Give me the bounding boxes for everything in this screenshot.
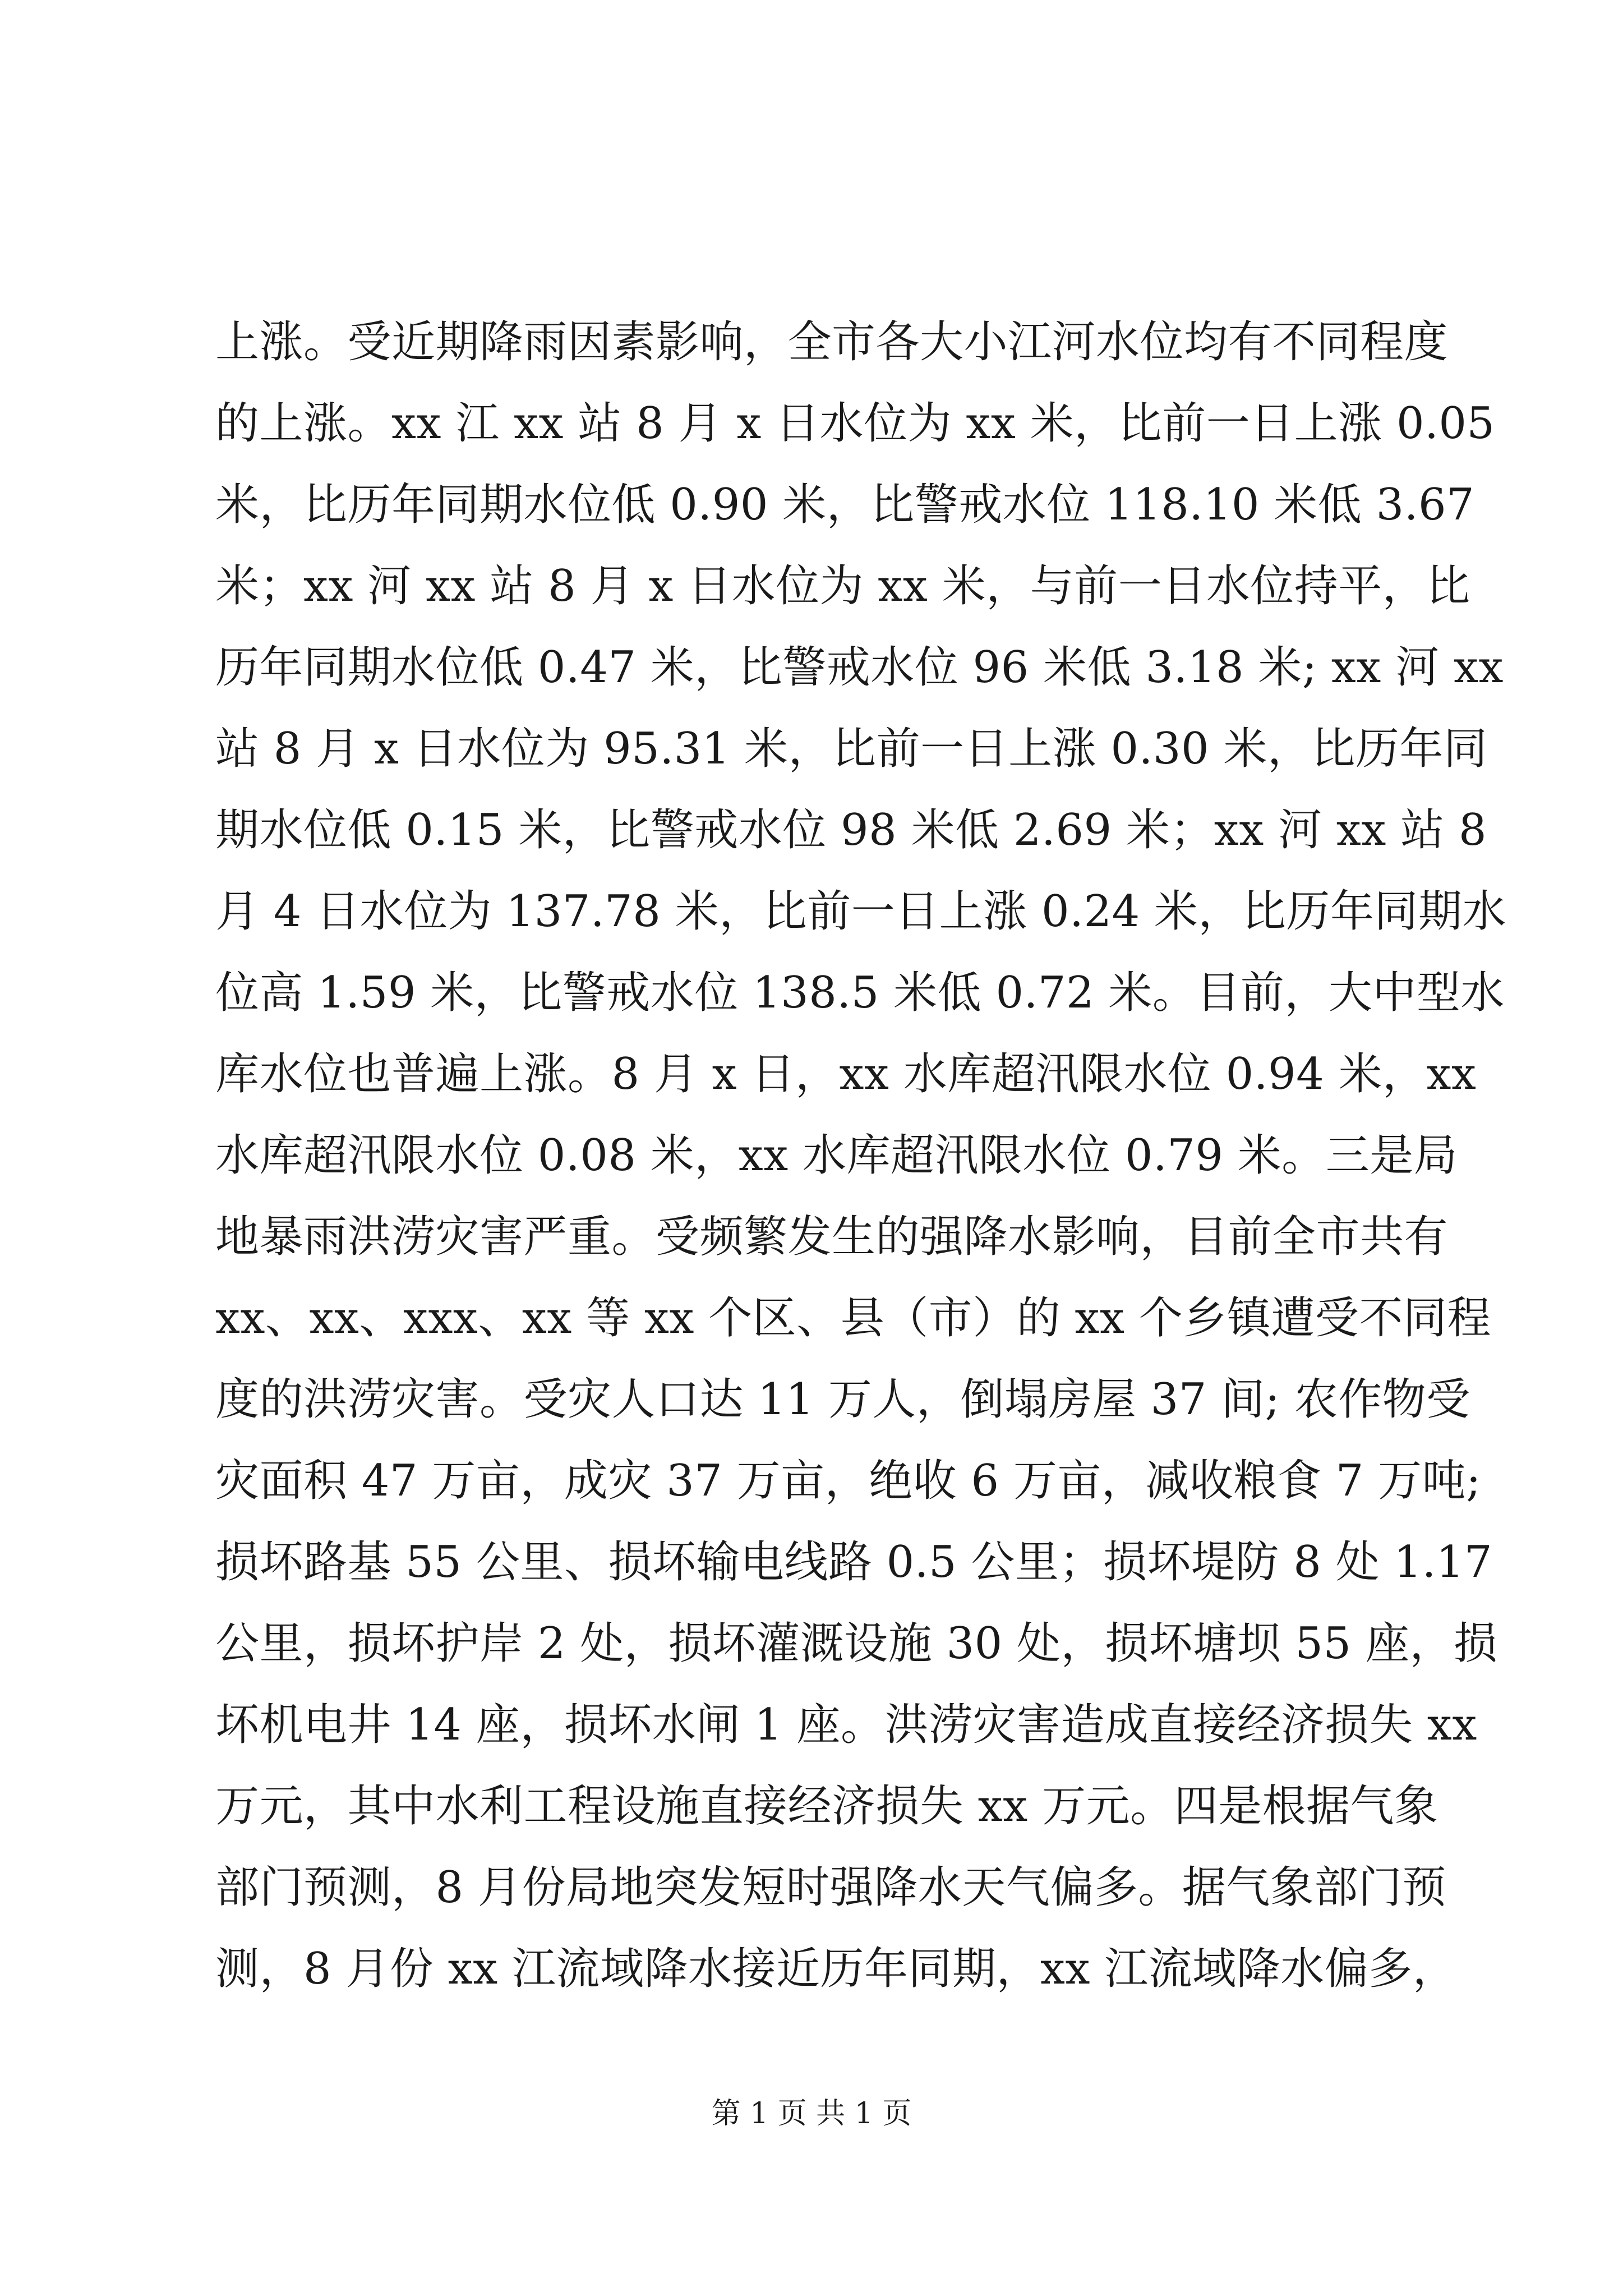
body-paragraph [215, 302, 1506, 2010]
text-line: 米；xx 河 xx 站 8 月 x 日水位为 xx 米，与前一日水位持平，比 [215, 561, 1470, 611]
text-line: 万元，其中水利工程设施直接经济损失 xx 万元。四是根据气象 [215, 1781, 1438, 1832]
text-line: 损坏路基 55 公里、损坏输电线路 0.5 公里；损坏堤防 8 处 1.17 [215, 1537, 1493, 1588]
page-number-footer: 第 1 页 共 1 页 [711, 2097, 912, 2131]
text-line: 米，比历年同期水位低 0.90 米，比警戒水位 118.10 米低 3.67 [215, 480, 1475, 530]
text-line: 期水位低 0.15 米，比警戒水位 98 米低 2.69 米；xx 河 xx 站 8 [215, 805, 1487, 855]
text-line: 上涨。受近期降雨因素影响，全市各大小江河水位均有不同程度 [215, 317, 1449, 367]
text-line: 历年同期水位低 0.47 米，比警戒水位 96 米低 3.18 米; xx 河 xx [215, 642, 1504, 693]
text-line: 位高 1.59 米，比警戒水位 138.5 米低 0.72 米。目前，大中型水 [215, 968, 1505, 1018]
text-line: 灾面积 47 万亩，成灾 37 万亩，绝收 6 万亩，减收粮食 7 万吨; [215, 1456, 1481, 1506]
text-line: 度的洪涝灾害。受灾人口达 11 万人，倒塌房屋 37 间; 农作物受 [215, 1374, 1470, 1425]
text-line: xx、xx、xxx、xx 等 xx 个区、县（市）的 xx 个乡镇遭受不同程 [215, 1293, 1491, 1343]
text-line: 部门预测，8 月份局地突发短时强降水天气偏多。据气象部门预 [215, 1862, 1446, 1913]
text-line: 地暴雨洪涝灾害严重。受频繁发生的强降水影响，目前全市共有 [215, 1212, 1449, 1262]
text-line: 坏机电井 14 座，损坏水闸 1 座。洪涝灾害造成直接经济损失 xx [215, 1700, 1477, 1750]
text-line: 水库超汛限水位 0.08 米，xx 水库超汛限水位 0.79 米。三是局 [215, 1130, 1458, 1181]
text-line: 公里，损坏护岸 2 处，损坏灌溉设施 30 处，损坏塘坝 55 座，损 [215, 1618, 1498, 1669]
text-line: 站 8 月 x 日水位为 95.31 米，比前一日上涨 0.30 米，比历年同 [215, 724, 1488, 774]
text-line: 的上涨。xx 江 xx 站 8 月 x 日水位为 xx 米，比前一日上涨 0.05 [215, 398, 1495, 449]
text-line: 库水位也普遍上涨。8 月 x 日，xx 水库超汛限水位 0.94 米，xx [215, 1049, 1477, 1099]
text-line: 测，8 月份 xx 江流域降水接近历年同期，xx 江流域降水偏多， [215, 1944, 1457, 1994]
text-line: 月 4 日水位为 137.78 米，比前一日上涨 0.24 米，比历年同期水 [215, 886, 1506, 937]
